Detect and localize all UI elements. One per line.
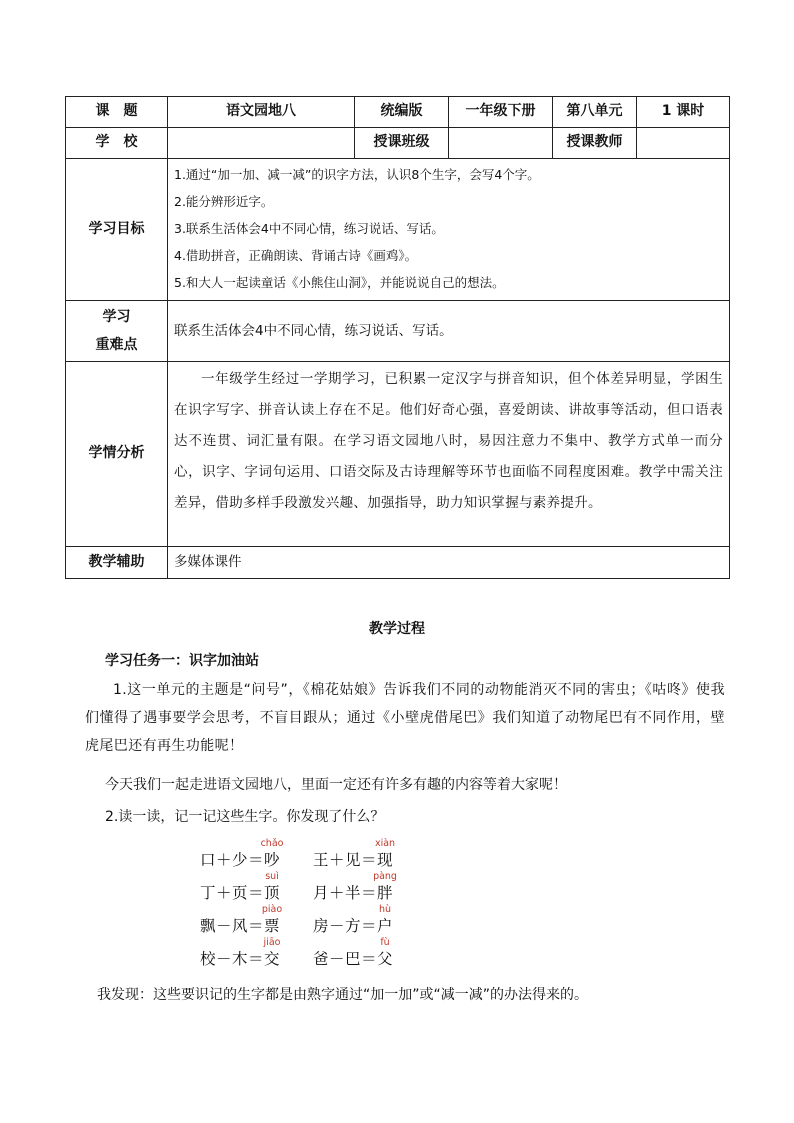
equation-expr: 月＋半＝ [313,884,378,902]
goals-label: 学习目标 [66,159,168,301]
result-char [261,904,283,936]
equation-expr: 校－木＝ [200,950,265,968]
read-prompt: 2.读一读，记一记这些生字。你发现了什么？ [105,809,385,825]
word-equation [313,838,396,870]
word-row [200,937,440,970]
edition-cell: 统编版 [355,97,449,128]
difficulty-label-line2: 重难点 [95,337,138,353]
today-paragraph: 今天我们一起走进语文园地八，里面一定还有许多有趣的内容等着大家呢！ [105,777,567,793]
equation-expr: 房－方＝ [313,917,378,935]
difficulty-label [66,301,168,362]
task1-title: 学习任务一：识字加油站 [105,653,259,669]
class-value [449,128,553,159]
school-value [168,128,355,159]
word-grid [200,838,440,970]
pinyin-label: piào [261,904,283,915]
result-char [377,904,394,936]
teacher-value [637,128,730,159]
table-row [66,159,730,301]
pinyin-label: suì [265,871,279,882]
discovery-text: 我发现：这些要识记的生字都是由熟字通过“加一加”或“减一减”的办法得来的。 [97,987,589,1003]
aids-label: 教学辅助 [66,547,168,579]
result-char-text: 现 [377,851,394,869]
goal-item: 2.能分辨形近字。 [174,194,274,209]
teacher-label: 授课教师 [553,128,637,159]
word-row [200,904,440,937]
word-equation [313,937,394,969]
result-char [264,871,281,903]
aids-text: 多媒体课件 [168,547,730,579]
topic-label: 课 题 [66,97,168,128]
result-char [263,937,281,969]
pinyin-label: xiàn [374,838,396,849]
table-row [66,97,730,128]
result-char-text: 票 [264,917,281,935]
class-label: 授课班级 [355,128,449,159]
table-row [66,362,730,547]
school-label: 学 校 [66,128,168,159]
pinyin-label: hù [378,904,392,915]
equation-expr: 丁＋页＝ [200,884,265,902]
unit-cell: 第八单元 [553,97,637,128]
result-char-text: 父 [377,950,394,968]
hours-cell: 1 课时 [637,97,730,128]
goal-item: 1.通过“加一加、减一减”的识字方法，认识8个生字，会写4个字。 [174,167,540,182]
word-row [200,838,440,871]
lesson-info-table [65,96,730,579]
result-char-text: 顶 [264,884,281,902]
word-equation [313,871,397,903]
goal-item: 4.借助拼音，正确朗读、背诵古诗《画鸡》。 [174,248,418,263]
result-char-text: 户 [377,917,394,935]
word-row [200,871,440,904]
equation-expr: 口＋少＝ [200,851,265,869]
grade-cell: 一年级下册 [449,97,553,128]
equation-expr: 王＋见＝ [313,851,378,869]
result-char [260,838,284,870]
result-char-text: 交 [264,950,281,968]
result-char-text: 胖 [377,884,394,902]
goals-cell [168,159,730,301]
difficulty-label-line1: 学习 [102,309,131,325]
result-char [377,937,394,969]
table-row [66,128,730,159]
goal-item: 5.和大人一起读童话《小熊住山洞》，并能说说自己的想法。 [174,275,505,290]
intro-paragraph: 1.这一单元的主题是“问号”，《棉花姑娘》告诉我们不同的动物能消灭不同的害虫；《咕咚》使我们懂得了遇事要学会思考，不盲目跟从；通过《小壁虎借尾巴》我们知道了动物尾巴有不同作用，壁虎尾巴还有再生功能呢！ [85,682,725,754]
analysis-cell [168,362,730,547]
word-equation [313,904,394,936]
table-row [66,301,730,362]
word-equation [200,904,283,936]
word-equation [200,937,281,969]
goal-item: 3.联系生活体会4中不同心情，练习说话、写话。 [174,221,444,236]
table-row [66,547,730,579]
result-char [373,871,397,903]
analysis-label: 学情分析 [66,362,168,547]
result-char [374,838,396,870]
pinyin-label: chǎo [260,838,284,849]
analysis-text: 一年级学生经过一学期学习，已积累一定汉字与拼音知识，但个体差异明显，学困生在识字写字、拼音认读上存在不足。他们好奇心强，喜爱朗读、讲故事等活动，但口语表达不连贯、词汇量有限。在学习语文园地八时，易因注意力不集中、教学方式单一而分心，识字、字词句运用、口语交际及古诗理解等环节也面临不同程度困难。教学中需关注差异，借助多样手段激发兴趣、加强指导，助力知识掌握与素养提升。 [174,371,723,511]
equation-expr: 爸－巴＝ [313,950,378,968]
pinyin-label: jiāo [263,937,281,948]
word-equation [200,871,281,903]
word-equation [200,838,284,870]
difficulty-text: 联系生活体会4中不同心情，练习说话、写话。 [168,301,730,362]
result-char-text: 吵 [264,851,281,869]
pinyin-label: fù [380,937,390,948]
topic-value: 语文园地八 [168,97,355,128]
pinyin-label: pàng [373,871,397,882]
process-title: 教学过程 [369,621,425,637]
equation-expr: 飘－风＝ [200,917,265,935]
